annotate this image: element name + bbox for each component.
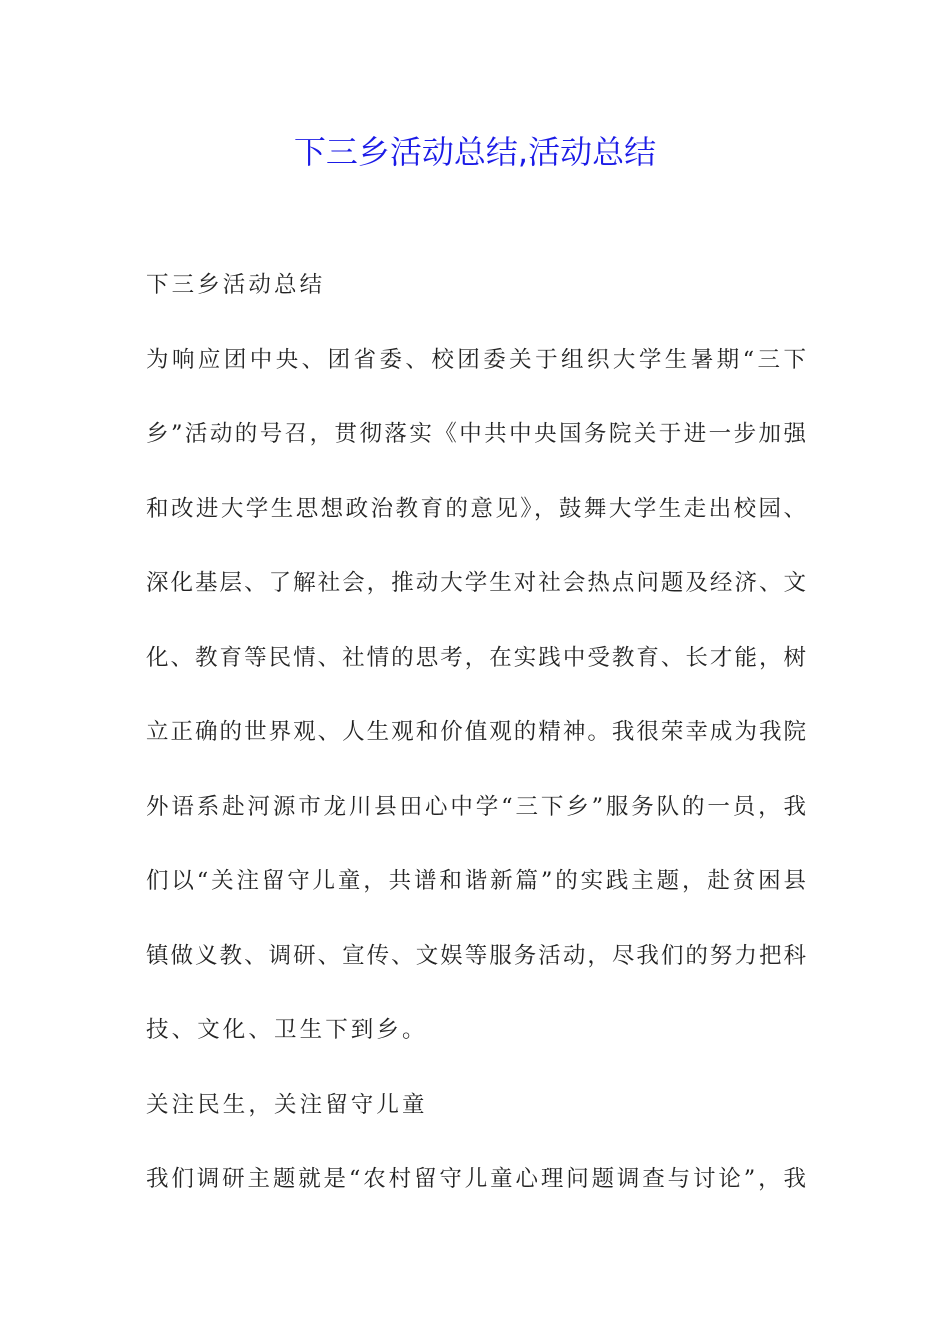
paragraph-line: 外语系赴河源市龙川县田心中学“三下乡”服务队的一员，我 (146, 793, 806, 820)
paragraph-line: 立正确的世界观、人生观和价值观的精神。我很荣幸成为我院 (146, 719, 806, 745)
document-body (146, 258, 806, 1227)
paragraph-line: 深化基层、了解社会，推动大学生对社会热点问题及经济、文 (146, 570, 806, 596)
paragraph-line: 乡”活动的号召，贯彻落实《中共中央国务院关于进一步加强 (146, 421, 806, 447)
paragraph-line: 为响应团中央、团省委、校团委关于组织大学生暑期“三下 (146, 346, 806, 373)
section-heading: 关注民生，关注留守儿童 (146, 1091, 428, 1118)
paragraph-line: 和改进大学生思想政治教育的意见》，鼓舞大学生走出校园、 (146, 495, 806, 522)
paragraph-line: 技、文化、卫生下到乡。 (146, 1017, 428, 1043)
paragraph-line: 们以“关注留守儿童，共谱和谐新篇”的实践主题，赴贫困县 (146, 868, 806, 894)
paragraph-line: 化、教育等民情、社情的思考，在实践中受教育、长才能，树 (146, 644, 806, 671)
section-heading: 下三乡活动总结 (146, 272, 326, 298)
document-title: 下三乡活动总结,活动总结 (293, 133, 657, 171)
paragraph-line: 镇做义教、调研、宣传、文娱等服务活动，尽我们的努力把科 (146, 942, 806, 969)
paragraph-line: 我们调研主题就是“农村留守儿童心理问题调查与讨论”，我 (146, 1166, 806, 1192)
